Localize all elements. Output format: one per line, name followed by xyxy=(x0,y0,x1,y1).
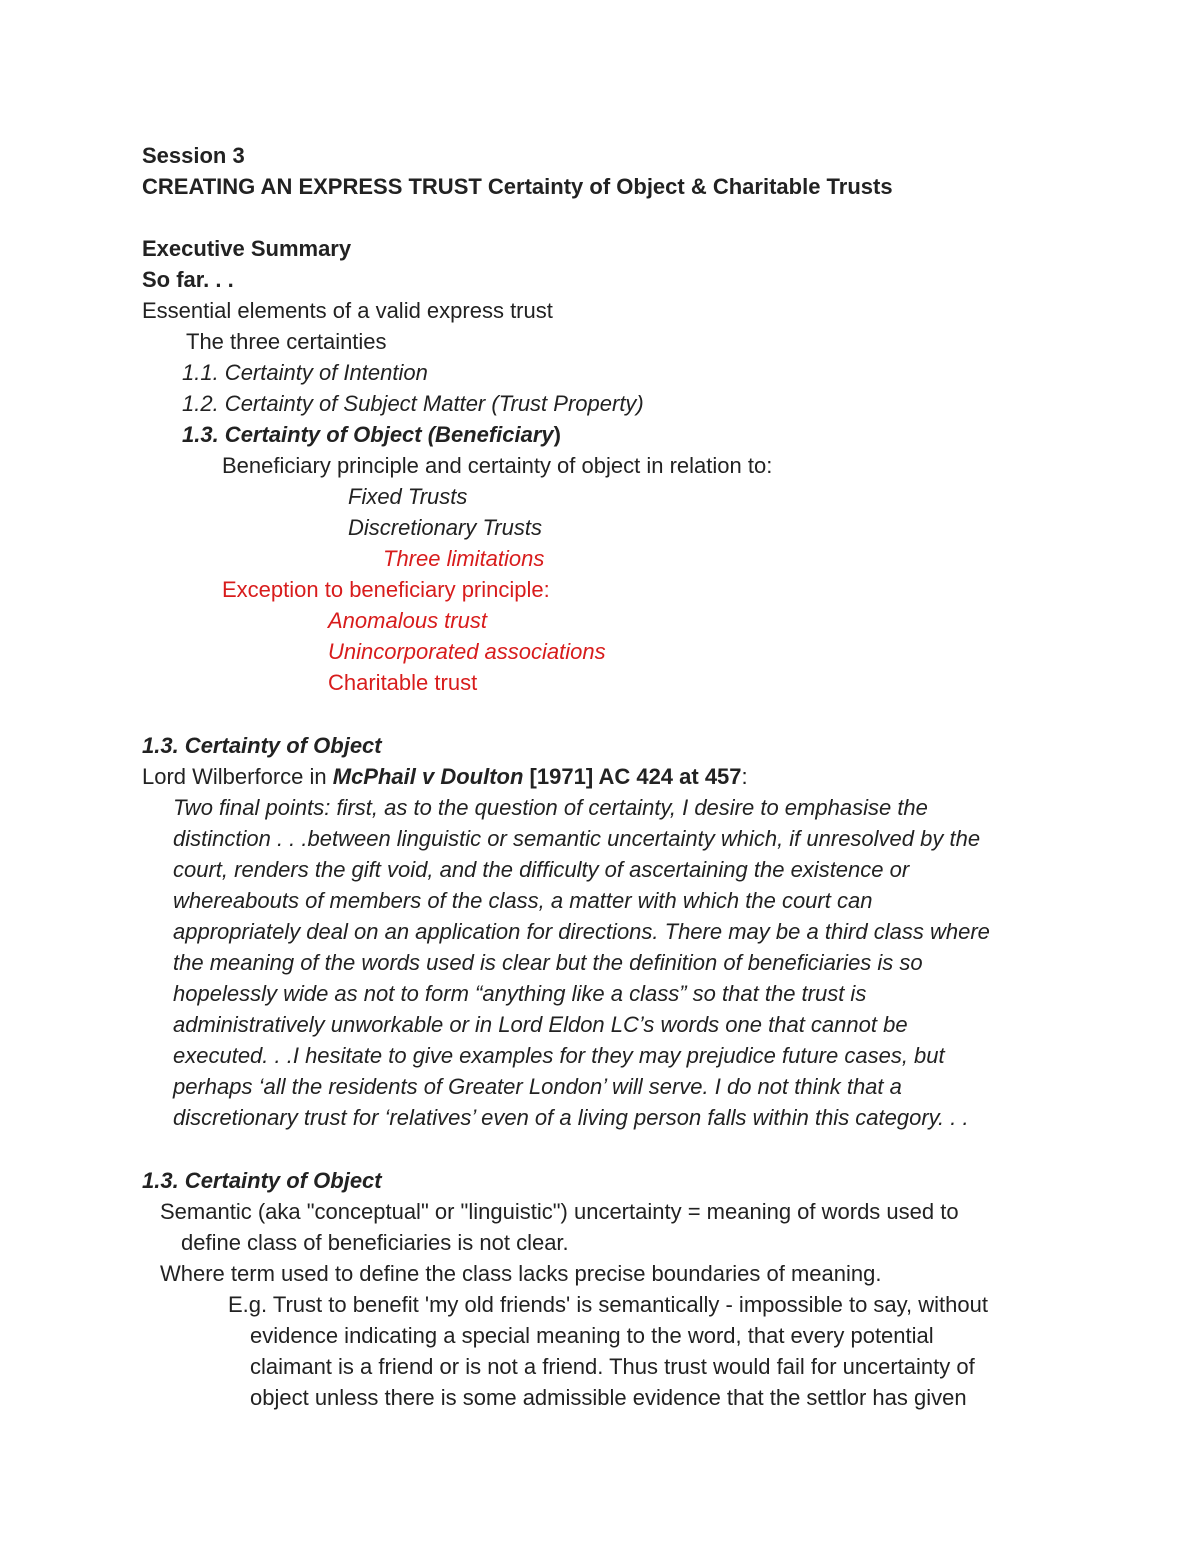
quote-line: administratively unworkable or in Lord Eldon LC’s words one that cannot be xyxy=(173,1012,908,1037)
quote-line: court, renders the gift void, and the difficulty of ascertaining the existence or xyxy=(173,857,910,882)
quote-intro-prefix: Lord Wilberforce in xyxy=(142,764,333,789)
quote-line: discretionary trust for ‘relatives’ even of a living person falls within this category. . . xyxy=(173,1105,969,1130)
three-certainties: The three certainties xyxy=(186,329,387,354)
quote-line: whereabouts of members of the class, a matter with which the court can xyxy=(173,888,873,913)
case-citation: [1971] AC 424 at 457 xyxy=(523,764,742,789)
list-item-intention: 1.1. Certainty of Intention xyxy=(182,360,428,385)
semantic-definition: Semantic (aka "conceptual" or "linguistic") uncertainty = meaning of words used to xyxy=(160,1199,959,1224)
anomalous-trust: Anomalous trust xyxy=(328,608,487,633)
list-item-object xyxy=(182,419,561,450)
case-name: McPhail v Doulton xyxy=(332,764,524,789)
three-limitations: Three limitations xyxy=(383,546,545,571)
example-line: object unless there is some admissible evidence that the settlor has given xyxy=(250,1385,967,1410)
quote-line: hopelessly wide as not to form “anything like a class” so that the trust is xyxy=(173,981,867,1006)
discretionary-trusts: Discretionary Trusts xyxy=(348,515,542,540)
example-line: claimant is a friend or is not a friend. Thus trust would fail for uncertainty of xyxy=(250,1354,975,1379)
section-heading: 1.3. Certainty of Object xyxy=(142,1168,382,1193)
quote-line: perhaps ‘all the residents of Greater London’ will serve. I do not think that a xyxy=(173,1074,902,1099)
session-label: Session 3 xyxy=(142,143,245,168)
list-item-subject-matter: 1.2. Certainty of Subject Matter (Trust Property) xyxy=(182,391,644,416)
quote-line: the meaning of the words used is clear but the definition of beneficiaries is so xyxy=(173,950,923,975)
example-line: evidence indicating a special meaning to the word, that every potential xyxy=(250,1323,934,1348)
semantic-definition-cont: define class of beneficiaries is not clear. xyxy=(181,1230,569,1255)
quote-line: executed. . .I hesitate to give examples for they may prejudice future cases, but xyxy=(173,1043,945,1068)
page-title: CREATING AN EXPRESS TRUST Certainty of Object & Charitable Trusts xyxy=(142,174,893,199)
fixed-trusts: Fixed Trusts xyxy=(348,484,468,509)
quote-line: Two final points: first, as to the question of certainty, I desire to emphasise the xyxy=(173,795,928,820)
example-line: E.g. Trust to benefit 'my old friends' is semantically - impossible to say, without xyxy=(228,1292,988,1317)
quote-intro xyxy=(142,761,748,792)
quote-line: appropriately deal on an application for directions. There may be a third class where xyxy=(173,919,990,944)
so-far-label: So far. . . xyxy=(142,267,234,292)
exception-heading: Exception to beneficiary principle: xyxy=(222,577,550,602)
essential-elements: Essential elements of a valid express trust xyxy=(142,298,553,323)
list-item-object-text: 1.3. Certainty of Object (Beneficiary xyxy=(182,422,554,447)
beneficiary-principle: Beneficiary principle and certainty of object in relation to: xyxy=(222,453,773,478)
charitable-trust: Charitable trust xyxy=(328,670,478,695)
quote-intro-suffix: : xyxy=(741,764,748,789)
list-item-object-close: ) xyxy=(553,422,561,447)
where-term: Where term used to define the class lacks precise boundaries of meaning. xyxy=(160,1261,882,1286)
summary-heading: Executive Summary xyxy=(142,236,352,261)
unincorporated-associations: Unincorporated associations xyxy=(328,639,606,664)
quote-line: distinction . . .between linguistic or semantic uncertainty which, if unresolved by the xyxy=(173,826,981,851)
section-heading: 1.3. Certainty of Object xyxy=(142,733,382,758)
